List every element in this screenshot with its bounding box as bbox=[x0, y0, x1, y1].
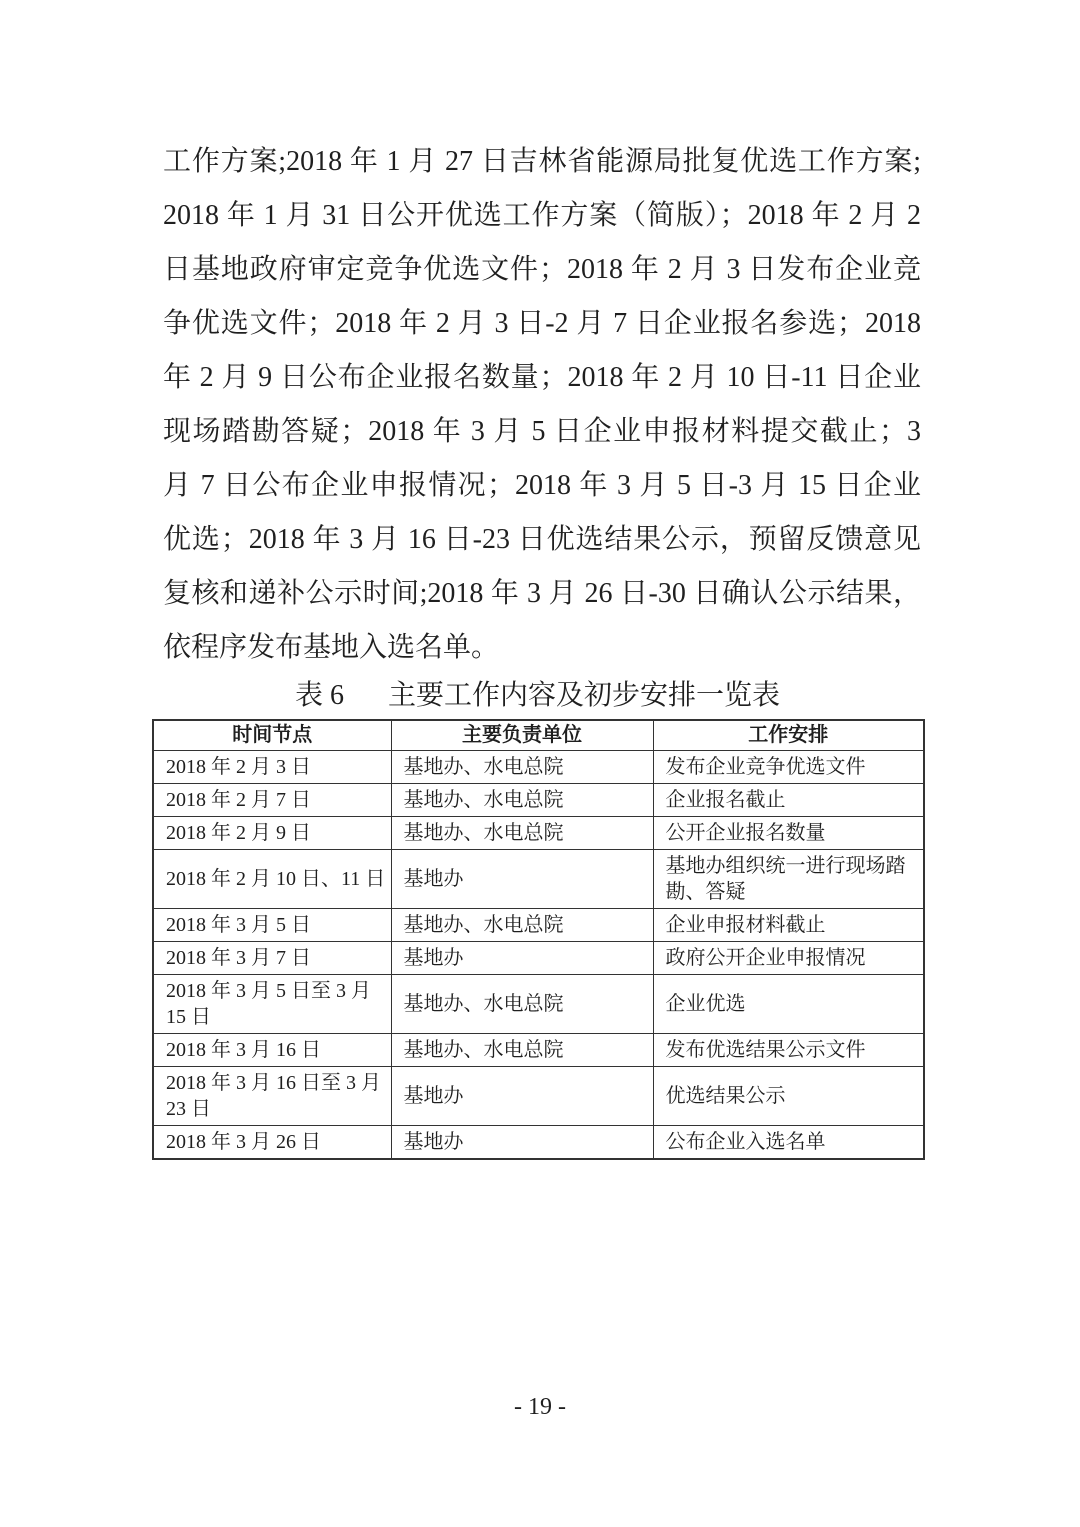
cell-unit: 基地办 bbox=[391, 942, 653, 975]
cell-unit: 基地办、水电总院 bbox=[391, 1034, 653, 1067]
table-caption-title: 主要工作内容及初步安排一览表 bbox=[388, 680, 781, 711]
paragraph-line: 2018 年 1 月 31 日公开优选工作方案（简版）；2018 年 2 月 2 bbox=[163, 200, 921, 231]
col-header-time: 时间节点 bbox=[153, 720, 391, 751]
table-row bbox=[153, 817, 924, 850]
cell-task: 发布优选结果公示文件 bbox=[653, 1034, 924, 1067]
paragraph-line: 年 2 月 9 日公布企业报名数量；2018 年 2 月 10 日-11 日企业 bbox=[163, 362, 921, 393]
cell-unit: 基地办、水电总院 bbox=[391, 784, 653, 817]
cell-time: 2018 年 2 月 3 日 bbox=[153, 751, 391, 784]
cell-time: 2018 年 2 月 9 日 bbox=[153, 817, 391, 850]
cell-time: 2018 年 3 月 7 日 bbox=[153, 942, 391, 975]
table-caption-label: 表 6 bbox=[294, 680, 344, 711]
cell-task: 公布企业入选名单 bbox=[653, 1126, 924, 1160]
paragraph-line: 现场踏勘答疑；2018 年 3 月 5 日企业申报材料提交截止；3 bbox=[163, 416, 921, 447]
cell-task: 优选结果公示 bbox=[653, 1067, 924, 1126]
paragraph-line: 工作方案;2018 年 1 月 27 日吉林省能源局批复优选工作方案; bbox=[163, 146, 921, 177]
table-header-row bbox=[153, 720, 924, 751]
cell-time: 2018 年 2 月 7 日 bbox=[153, 784, 391, 817]
cell-time: 2018 年 3 月 16 日至 3 月 23 日 bbox=[153, 1067, 391, 1126]
paragraph-line: 优选；2018 年 3 月 16 日-23 日优选结果公示，预留反馈意见 bbox=[163, 524, 921, 555]
paragraph-line: 争优选文件；2018 年 2 月 3 日-2 月 7 日企业报名参选；2018 bbox=[163, 308, 921, 339]
schedule-table bbox=[152, 719, 925, 1160]
cell-time: 2018 年 2 月 10 日、11 日 bbox=[153, 850, 391, 909]
paragraph bbox=[163, 135, 921, 675]
paragraph-line: 日基地政府审定竞争优选文件；2018 年 2 月 3 日发布企业竞 bbox=[163, 254, 921, 285]
table-row bbox=[153, 975, 924, 1034]
col-header-unit: 主要负责单位 bbox=[391, 720, 653, 751]
cell-unit: 基地办、水电总院 bbox=[391, 751, 653, 784]
cell-unit: 基地办、水电总院 bbox=[391, 817, 653, 850]
cell-time: 2018 年 3 月 16 日 bbox=[153, 1034, 391, 1067]
cell-time: 2018 年 3 月 5 日至 3 月 15 日 bbox=[153, 975, 391, 1034]
table-row bbox=[153, 942, 924, 975]
cell-unit: 基地办 bbox=[391, 1067, 653, 1126]
paragraph-line: 月 7 日公布企业申报情况；2018 年 3 月 5 日-3 月 15 日企业 bbox=[163, 470, 921, 501]
table-caption bbox=[152, 676, 923, 716]
cell-task: 发布企业竞争优选文件 bbox=[653, 751, 924, 784]
cell-unit: 基地办、水电总院 bbox=[391, 975, 653, 1034]
paragraph-line: 复核和递补公示时间;2018 年 3 月 26 日-30 日确认公示结果， bbox=[163, 578, 921, 609]
table-row bbox=[153, 1034, 924, 1067]
cell-task: 基地办组织统一进行现场踏勘、答疑 bbox=[653, 850, 924, 909]
cell-task: 公开企业报名数量 bbox=[653, 817, 924, 850]
table-row bbox=[153, 909, 924, 942]
table-row bbox=[153, 850, 924, 909]
table-row bbox=[153, 751, 924, 784]
table-row bbox=[153, 784, 924, 817]
paragraph-line: 依程序发布基地入选名单。 bbox=[163, 632, 500, 663]
cell-task: 企业报名截止 bbox=[653, 784, 924, 817]
col-header-task: 工作安排 bbox=[653, 720, 924, 751]
cell-unit: 基地办 bbox=[391, 850, 653, 909]
table-row bbox=[153, 1067, 924, 1126]
cell-task: 企业申报材料截止 bbox=[653, 909, 924, 942]
cell-unit: 基地办 bbox=[391, 1126, 653, 1160]
cell-task: 政府公开企业申报情况 bbox=[653, 942, 924, 975]
page-number: - 19 - bbox=[514, 1394, 566, 1420]
cell-time: 2018 年 3 月 5 日 bbox=[153, 909, 391, 942]
cell-time: 2018 年 3 月 26 日 bbox=[153, 1126, 391, 1160]
cell-task: 企业优选 bbox=[653, 975, 924, 1034]
table-row bbox=[153, 1126, 924, 1160]
cell-unit: 基地办、水电总院 bbox=[391, 909, 653, 942]
